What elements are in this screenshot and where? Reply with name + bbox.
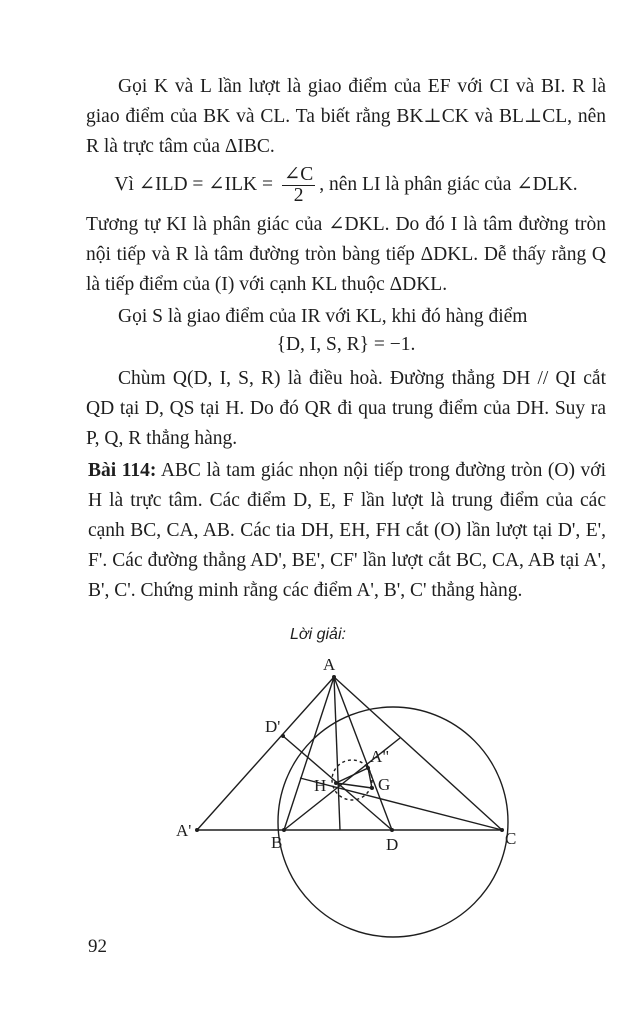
p2-after: , nên LI là phân giác của ∠DLK. [319,174,578,195]
point-c [500,828,504,832]
segment-ab [284,677,334,830]
label-h: H [314,776,327,795]
point-b [282,828,286,832]
solution-title: Lời giải: [290,626,346,643]
label-d: D [386,835,399,854]
p2-before: Vì ∠ILD = ∠ILK = [114,174,274,195]
label-dp: D' [265,717,281,736]
label-a: A [323,655,336,674]
formula-harmonic: {D, I, S, R} = −1. [276,334,416,355]
geometry-figure [0,650,636,940]
altitude-a [334,677,340,830]
fraction-numerator: ∠C [283,164,314,186]
fraction-denominator: 2 [293,185,304,207]
paragraph-4: Gọi S là giao điểm của IR với KL, khi đó hàng điểm [118,306,528,327]
line-h-app [336,768,368,783]
point-a [332,675,336,679]
label-g: G [378,775,391,794]
point-g [370,786,374,790]
label-ap: A' [176,821,192,840]
label-c: C [505,829,517,848]
segment-ac [334,677,502,830]
point-d [390,828,394,832]
fraction-c-over-2 [282,165,315,206]
paragraph-1: Gọi K và L lần lượt là giao điểm của EF với CI và BI. R là giao điểm của BK và CL. Ta biết rằng BK⊥CK và BL⊥CL, nên R là trực tâm của ΔIBC. [86,76,606,157]
paragraph-5: Chùm Q(D, I, S, R) là điều hoà. Đường thẳng DH // QI cắt QD tại D, QS tại H. Do đó QR đi qua trung điểm của DH. Suy ra P, Q, R thẳng hàng. [86,368,606,449]
paragraph-2 [86,162,606,208]
point-app [366,766,370,770]
point-dp [281,734,285,738]
page-number: 92 [88,936,107,957]
point-h [334,781,338,785]
label-app: A" [370,747,390,766]
paragraph-3: Tương tự KI là phân giác của ∠DKL. Do đó I là tâm đường tròn nội tiếp và R là tâm đường tròn bàng tiếp ΔDKL. Dễ thấy rằng Q là tiếp điểm của (I) với cạnh KL thuộc ΔDKL. [86,214,606,295]
label-b: B [271,833,283,852]
problem-label: Bài 114: [88,460,157,481]
problem-text: ABC là tam giác nhọn nội tiếp trong đường tròn (O) với H là trực tâm. Các điểm D, E, F lần lượt là trung điểm của các cạnh BC, CA, AB. Các tia DH, EH, FH cắt (O) lần lượt tại D', E', F'. Các đường thẳng AD', BE', CF' lần lượt cắt BC, CA, AB tại A', B', C'. Chứng minh rằng các điểm A', B', C' thẳng hàng. [88,460,606,601]
point-ap [195,828,199,832]
problem-114 [88,456,606,606]
line-c-to-ab [300,778,502,830]
